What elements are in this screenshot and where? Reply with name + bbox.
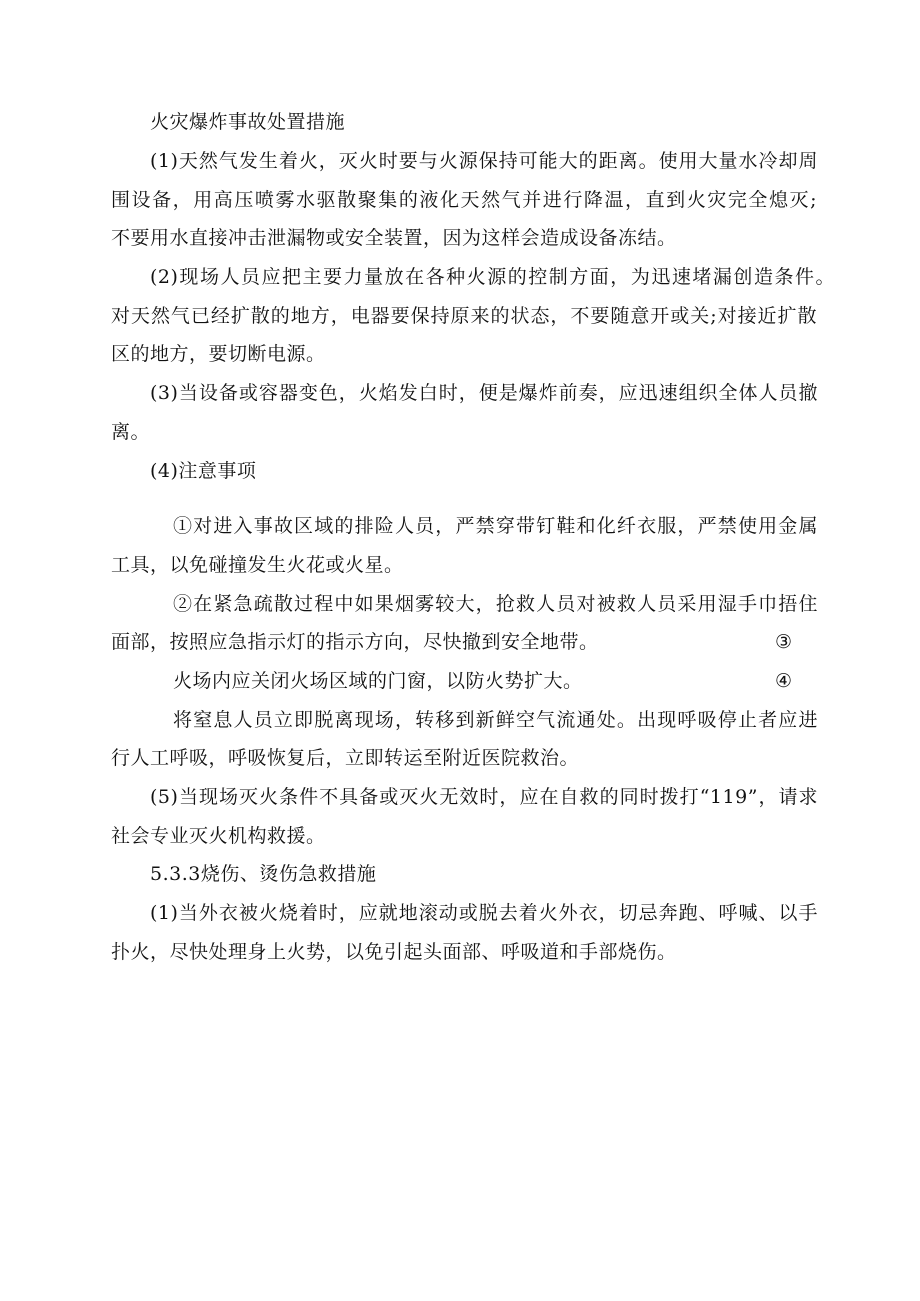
paragraph-line: 社会专业灭火机构救援。 (111, 825, 326, 847)
paragraph-line: (3)当设备或容器变色，火焰发白时，便是爆炸前奏，应迅速组织全体人员撤 (150, 382, 818, 404)
paragraph-line: (2)现场人员应把主要力量放在各种火源的控制方面，为迅速堵漏创造条件。 (150, 266, 835, 288)
paragraph-line: ②在紧急疏散过程中如果烟雾较大，抢救人员对被救人员采用湿手巾捂住 (173, 593, 818, 615)
paragraph-line: 面部，按照应急指示灯的指示方向，尽快撤到安全地带。 (111, 631, 599, 653)
paragraph-line: (1)天然气发生着火，灭火时要与火源保持可能大的距离。使用大量水冷却周 (150, 150, 818, 172)
list-marker: ④ (775, 670, 793, 692)
paragraph-line: 对天然气已经扩散的地方，电器要保持原来的状态，不要随意开或关;对接近扩散 (111, 305, 817, 327)
paragraph-line: 将窒息人员立即脱离现场，转移到新鲜空气流通处。出现呼吸停止者应进 (173, 709, 818, 731)
paragraph-line: 火场内应关闭火场区域的门窗，以防火势扩大。 (173, 670, 583, 692)
paragraph-line: (1)当外衣被火烧着时，应就地滚动或脱去着火外衣，切忌奔跑、呼喊、以手 (150, 902, 818, 924)
paragraph-line: 工具，以免碰撞发生火花或火星。 (111, 554, 404, 576)
section-heading: 5.3.3烧伤、烫伤急救措施 (150, 863, 377, 885)
subsection-heading: (4)注意事项 (150, 460, 257, 482)
paragraph-line: 扑火，尽快处理身上火势，以免引起头面部、呼吸道和手部烧伤。 (111, 941, 677, 963)
paragraph-line: 围设备，用高压喷雾水驱散聚集的液化天然气并进行降温，直到火灾完全熄灭; (111, 189, 817, 211)
list-marker: ③ (775, 631, 793, 653)
paragraph-line: 不要用水直接冲击泄漏物或安全装置，因为这样会造成设备冻结。 (111, 227, 677, 249)
paragraph-line: ①对进入事故区域的排险人员，严禁穿带钉鞋和化纤衣服，严禁使用金属 (173, 515, 818, 537)
paragraph-line: 离。 (111, 421, 151, 443)
paragraph-line: (5)当现场灭火条件不具备或灭火无效时，应在自救的同时拨打“119”，请求 (150, 786, 818, 808)
section-heading: 火灾爆炸事故处置措施 (150, 111, 346, 133)
paragraph-line: 区的地方，要切断电源。 (111, 343, 326, 365)
paragraph-line: 行人工呼吸，呼吸恢复后，立即转运至附近医院救治。 (111, 747, 580, 769)
